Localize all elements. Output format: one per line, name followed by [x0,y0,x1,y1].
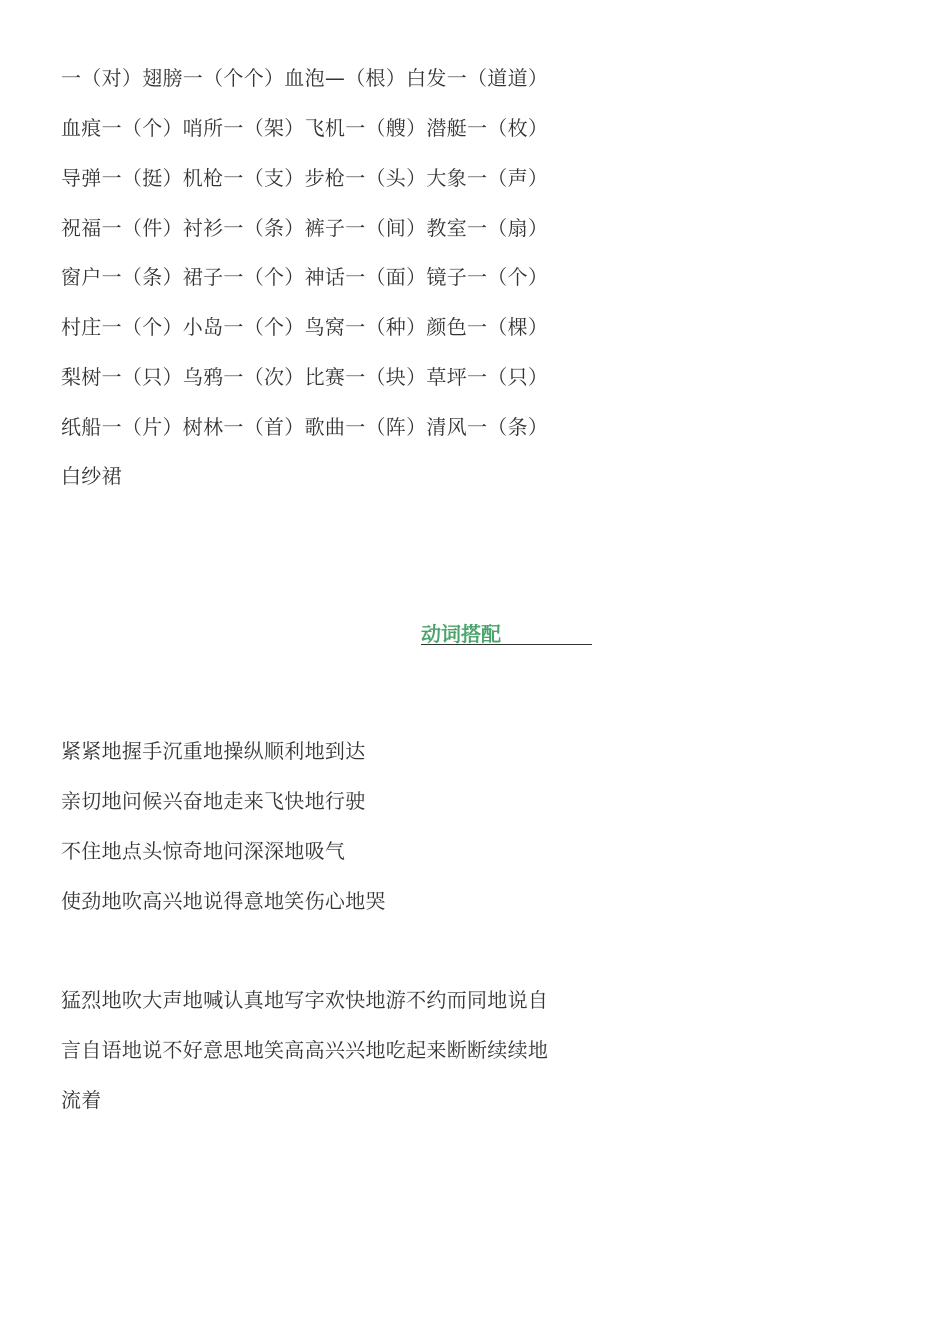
measure-word-line-3: 导弹一（挺）机枪一（支）步枪一（头）大象一（声） [61,166,549,190]
measure-word-line-6: 村庄一（个）小岛一（个）鸟窝一（种）颜色一（棵） [61,315,549,339]
verb-line-7: 流着 [61,1088,102,1112]
verb-line-1: 紧紧地握手沉重地操纵顺利地到达 [61,739,366,763]
measure-word-line-1: 一（对）翅膀一（个个）血泡—（根）白发一（道道） [61,66,549,90]
measure-word-line-4: 祝福一（件）衬衫一（条）裤子一（间）教室一（扇） [61,216,549,240]
measure-word-line-9: 白纱裙 [61,464,122,488]
verb-line-5: 猛烈地吹大声地喊认真地写字欢快地游不约而同地说自 [61,988,549,1012]
verb-line-2: 亲切地问候兴奋地走来飞快地行驶 [61,789,366,813]
verb-line-4: 使劲地吹高兴地说得意地笑伤心地哭 [61,889,386,913]
measure-word-line-7: 梨树一（只）乌鸦一（次）比赛一（块）草坪一（只） [61,365,549,389]
measure-word-line-8: 纸船一（片）树林一（首）歌曲一（阵）清风一（条） [61,415,549,439]
measure-word-line-5: 窗户一（条）裙子一（个）神话一（面）镜子一（个） [61,265,549,289]
verb-line-3: 不住地点头惊奇地问深深地吸气 [61,839,346,863]
verb-section-title-text: 动词搭配 [421,622,501,646]
measure-word-line-2: 血痕一（个）哨所一（架）飞机一（艘）潜艇一（枚） [61,116,549,140]
verb-line-6: 言自语地说不好意思地笑高高兴兴地吃起来断断续续地 [61,1038,549,1062]
verb-section-title [421,620,592,645]
